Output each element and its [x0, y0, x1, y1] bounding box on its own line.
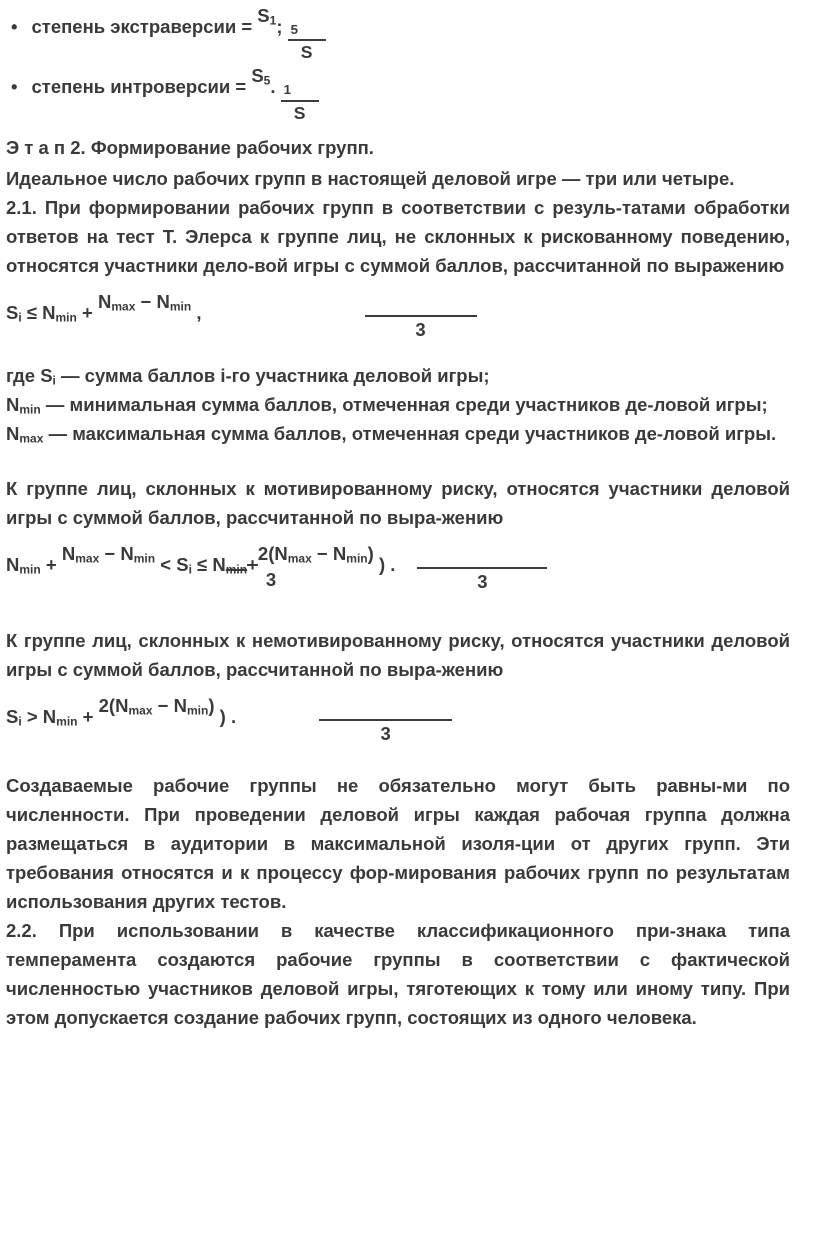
- fraction-denominator: 3: [380, 722, 391, 744]
- definition-nmin: [6, 390, 790, 419]
- minus-sign: −: [135, 290, 157, 312]
- paren: ): [367, 543, 374, 565]
- var-sub: max: [111, 299, 136, 314]
- var-base: N: [42, 301, 56, 323]
- var-base: N: [156, 290, 170, 312]
- var-base: N: [173, 694, 187, 716]
- var-base: N: [97, 290, 112, 312]
- bullet-icon: •: [11, 16, 18, 37]
- fraction-bar: [319, 719, 452, 747]
- relation-sign: >: [21, 705, 43, 727]
- var-sub: i: [18, 310, 22, 325]
- fraction-denominator: S: [293, 102, 306, 123]
- fraction-denominator: S: [300, 42, 313, 63]
- text: — минимальная сумма баллов, отмеченная среди участников де-ловой игры;: [40, 393, 768, 415]
- var-base: S: [251, 65, 264, 87]
- var-base: N: [61, 542, 76, 564]
- var-base: S: [40, 364, 53, 386]
- plus-sign: +: [76, 301, 98, 323]
- minus-sign: −: [152, 694, 174, 716]
- var-sub: min: [169, 299, 192, 314]
- var-sub: min: [346, 551, 368, 566]
- formula-tail: ) .: [373, 553, 396, 575]
- fraction-denominator: 3: [265, 569, 277, 591]
- minus-sign: −: [311, 543, 333, 565]
- text: — максимальная сумма баллов, отмеченная среди участников де-ловой игры.: [43, 422, 777, 444]
- plus-sign: +: [40, 553, 62, 575]
- bullet-extraversion: [6, 4, 790, 63]
- bullet-label: степень экстраверсии: [31, 16, 237, 37]
- var-sub: max: [287, 551, 312, 566]
- fraction: [288, 21, 326, 63]
- minus-sign: −: [99, 542, 121, 564]
- var-base: S: [6, 705, 19, 727]
- var-sub: min: [56, 714, 78, 729]
- paragraph-group-rules: Создаваемые рабочие группы не обязательно могут быть равны-ми по численности. При проведении деловой игры каждая рабочая группа должна размещаться в аудитории в максимальной изоля-ции от других групп. Эти требования относятся и к процессу фор-мирования рабочих групп по результатам использования других тестов.: [6, 774, 790, 912]
- var-base: S: [176, 553, 189, 575]
- formula-tail: ,: [191, 301, 202, 323]
- definition-nmax: [6, 419, 790, 448]
- bullet-introversion: [6, 65, 790, 123]
- var-sub: i: [188, 562, 192, 577]
- separator: ;: [276, 16, 288, 37]
- var-sub: min: [19, 402, 41, 417]
- formula-expression: [6, 694, 237, 729]
- plus-sign: +: [247, 553, 258, 575]
- var-sub: 5: [263, 73, 271, 88]
- fraction: [258, 541, 374, 593]
- var-sub: min: [225, 562, 248, 577]
- equals-sign: =: [236, 16, 258, 37]
- formula-tail: ) .: [214, 705, 237, 727]
- formula-unmotivated-risk: [6, 688, 790, 763]
- paren: 2(: [257, 543, 275, 565]
- var-base: N: [42, 705, 57, 727]
- formula-expression: [6, 290, 202, 325]
- paragraph-2-1: 2.1. При формировании рабочих групп в соответствии с резуль-татами обработки ответов на тест Т. Элерса к группе лиц, не склонных к рискованному поведению, относятся участники дело-вой игры с суммой баллов, рассчитанной по выражению: [6, 196, 790, 276]
- var-base: N: [115, 694, 129, 716]
- var-base: N: [6, 422, 20, 444]
- paren: 2(: [98, 694, 116, 716]
- fraction: [281, 81, 319, 123]
- fraction-denominator: 3: [415, 318, 426, 340]
- formula-low-risk: [6, 284, 790, 359]
- paragraph-motivated-risk: К группе лиц, склонных к мотивированному риску, относятся участники деловой игры с суммой баллов, рассчитанной по выра-жению: [6, 477, 790, 528]
- var-sub: i: [52, 373, 56, 388]
- formula-variable: [257, 5, 276, 26]
- fraction-numerator: 1: [281, 81, 319, 101]
- stage-heading: Э т а п 2. Формирование рабочих групп.: [6, 136, 374, 158]
- var-sub: max: [75, 551, 100, 566]
- var-base: N: [212, 553, 226, 575]
- paragraph-2-2: 2.2. При использовании в качестве классификационного при-знака типа темперамента создаются рабочие группы в соответствии с фактической численностью участников деловой игры, тяготеющих к тому или иному типу. При этом допускается создание рабочих групп, состоящих из одного человека.: [6, 919, 790, 1028]
- var-sub: i: [18, 714, 22, 729]
- var-sub: min: [186, 703, 209, 718]
- bullet-icon: •: [11, 76, 18, 98]
- var-base: N: [332, 543, 347, 565]
- var-sub: min: [55, 310, 77, 325]
- var-base: S: [257, 4, 270, 26]
- relation-sign: ≤: [21, 301, 43, 323]
- var-base: N: [6, 553, 20, 575]
- separator: .: [270, 76, 281, 98]
- paragraph-unmotivated-risk: К группе лиц, склонных к немотивированному риску, относятся участники деловой игры с суммой баллов, рассчитанной по выра-жению: [6, 629, 790, 680]
- fraction-denominator: 3: [477, 570, 488, 592]
- formula-expression: [6, 542, 396, 591]
- var-sub: 1: [269, 13, 277, 28]
- relation-sign: <: [155, 553, 177, 575]
- paragraph-ideal-number: Идеальное число рабочих групп в настоящей деловой игре — три или четыре.: [6, 167, 735, 189]
- definition-si: [6, 361, 790, 390]
- var-base: S: [6, 301, 19, 323]
- fraction-bar: [365, 315, 477, 343]
- text: где: [6, 364, 41, 386]
- relation-sign: ≤: [191, 553, 213, 575]
- var-sub: max: [19, 431, 44, 446]
- fraction-numerator: [99, 695, 215, 716]
- fraction-numerator: [258, 541, 374, 567]
- fraction-bar: [417, 567, 547, 595]
- fraction-numerator: [98, 291, 191, 312]
- formula-variable: [251, 65, 270, 86]
- fraction-numerator: [62, 543, 155, 564]
- var-sub: max: [128, 703, 153, 718]
- bullet-label: степень интроверсии: [31, 76, 231, 98]
- var-base: N: [274, 543, 288, 565]
- fraction-numerator: 5: [288, 21, 326, 41]
- var-base: N: [120, 542, 134, 564]
- paren: ): [208, 694, 215, 716]
- formula-motivated-risk: [6, 536, 790, 618]
- var-sub: min: [133, 551, 156, 566]
- var-base: N: [6, 393, 20, 415]
- var-sub: min: [19, 562, 41, 577]
- text: — сумма баллов i-го участника деловой игры;: [55, 364, 490, 386]
- equals-sign: =: [230, 76, 252, 98]
- plus-sign: +: [77, 705, 99, 727]
